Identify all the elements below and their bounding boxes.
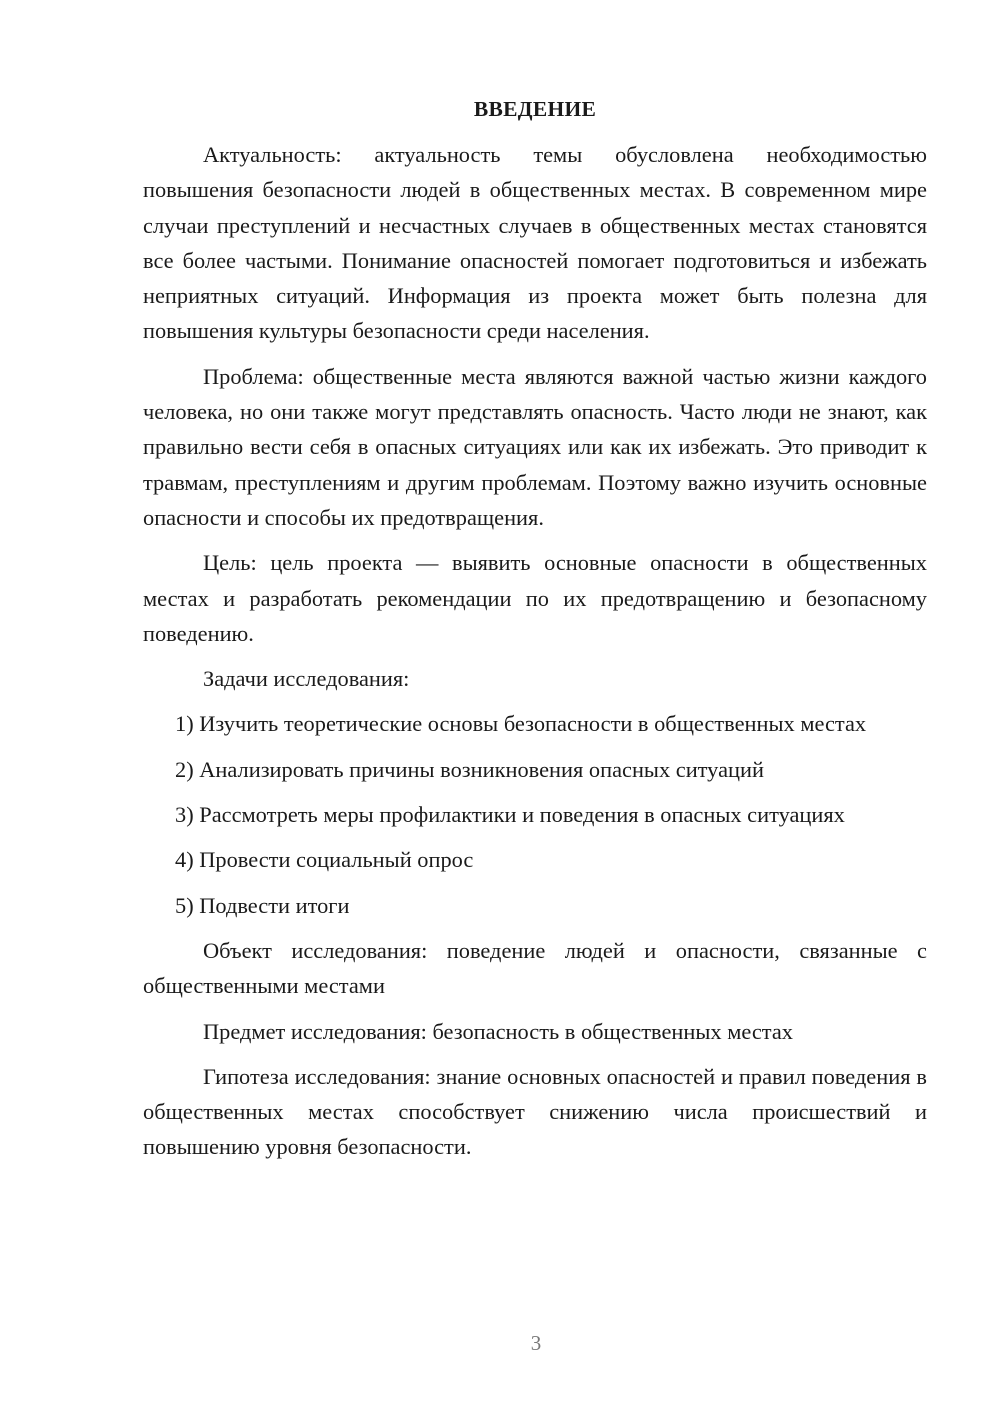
section-heading: ВВЕДЕНИЕ [473,97,597,121]
task-item: 5) Подвести итоги [175,892,350,918]
problem-paragraph: Проблема: общественные места являются важной частью жизни каждого человека, но они также могут представлять опасность. Часто люди не знают, как правильно вести себя в опасных ситуациях или как их избежать. Это приводит к травмам, преступлениям и другим проблемам. Поэтому важно изучить основные опасности и способы их предотвращения. [143,363,927,530]
page-number: 3 [530,1331,542,1355]
tasks-list [143,706,927,922]
task-item: 3) Рассмотреть меры профилактики и поведения в опасных ситуациях [175,802,845,828]
task-item: 2) Анализировать причины возникновения опасных ситуаций [175,756,764,782]
relevance-paragraph: Актуальность: актуальность темы обусловлена необходимостью повышения безопасности людей в общественных местах. В современном мире случаи преступлений и несчастных случаев в общественных местах становятся все более частыми. Понимание опасностей помогает подготовиться и избежать неприятных ситуаций. Информация из проекта может быть полезна для повышения культуры безопасности среди населения. [143,142,927,344]
tasks-title: Задачи исследования: [203,666,410,692]
goal-paragraph: Цель: цель проекта — выявить основные опасности в общественных местах и разработать рекомендации по их предотвращению и безопасному поведению. [143,550,927,646]
object-paragraph: Объект исследования: поведение людей и опасности, связанные с общественными местами [143,937,927,999]
subject-paragraph: Предмет исследования: безопасность в общественных местах [203,1018,793,1044]
page-content [143,94,927,1175]
task-item: 1) Изучить теоретические основы безопасности в общественных местах [175,711,867,737]
task-item: 4) Провести социальный опрос [175,847,474,873]
hypothesis-paragraph: Гипотеза исследования: знание основных опасностей и правил поведения в общественных местах способствует снижению числа происшествий и повышению уровня безопасности. [143,1063,927,1160]
